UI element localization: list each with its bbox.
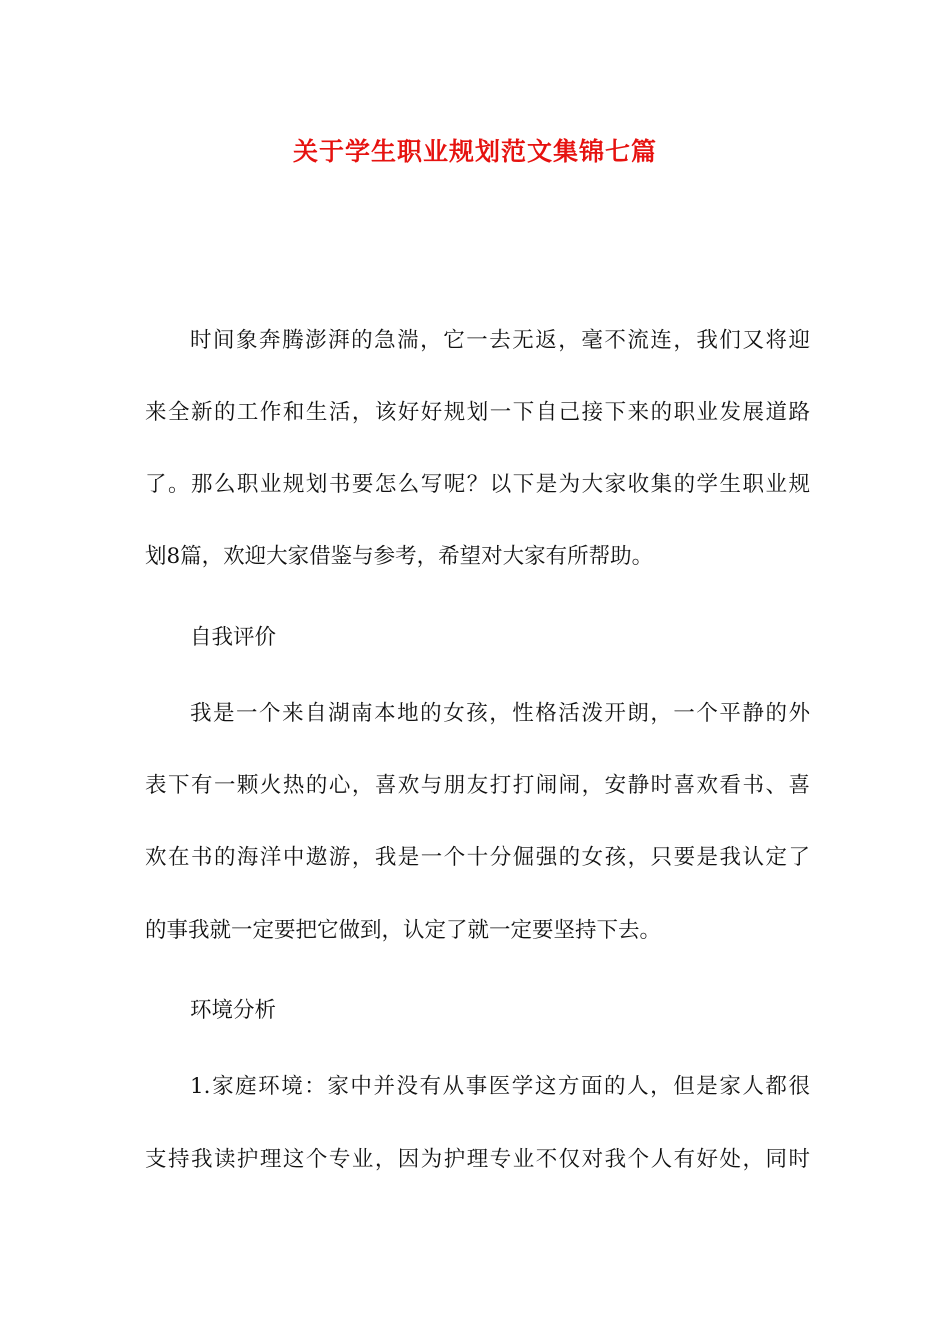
section-heading: 环境分析 — [190, 998, 277, 1023]
paragraph-line: 了。那么职业规划书要怎么写呢？以下是为大家收集的学生职业规 — [145, 472, 810, 497]
paragraph-line: 1.家庭环境：家中并没有从事医学这方面的人，但是家人都很 — [190, 1074, 810, 1099]
paragraph-line: 支持我读护理这个专业，因为护理专业不仅对我个人有好处，同时 — [145, 1147, 810, 1172]
paragraph-line: 来全新的工作和生活，该好好规划一下自己接下来的职业发展道路 — [145, 400, 810, 425]
document-title: 关于学生职业规划范文集锦七篇 — [292, 137, 657, 166]
paragraph-line: 的事我就一定要把它做到，认定了就一定要坚持下去。 — [145, 918, 662, 943]
section-heading: 自我评价 — [190, 625, 277, 650]
paragraph-line: 时间象奔腾澎湃的急湍，它一去无返，毫不流连，我们又将迎 — [190, 328, 810, 353]
paragraph-line: 我是一个来自湖南本地的女孩，性格活泼开朗，一个平静的外 — [190, 701, 810, 726]
paragraph-line: 表下有一颗火热的心，喜欢与朋友打打闹闹，安静时喜欢看书、喜 — [145, 773, 810, 798]
paragraph-line: 划8篇，欢迎大家借鉴与参考，希望对大家有所帮助。 — [145, 544, 654, 569]
paragraph-line: 欢在书的海洋中遨游，我是一个十分倔强的女孩，只要是我认定了 — [145, 845, 810, 870]
